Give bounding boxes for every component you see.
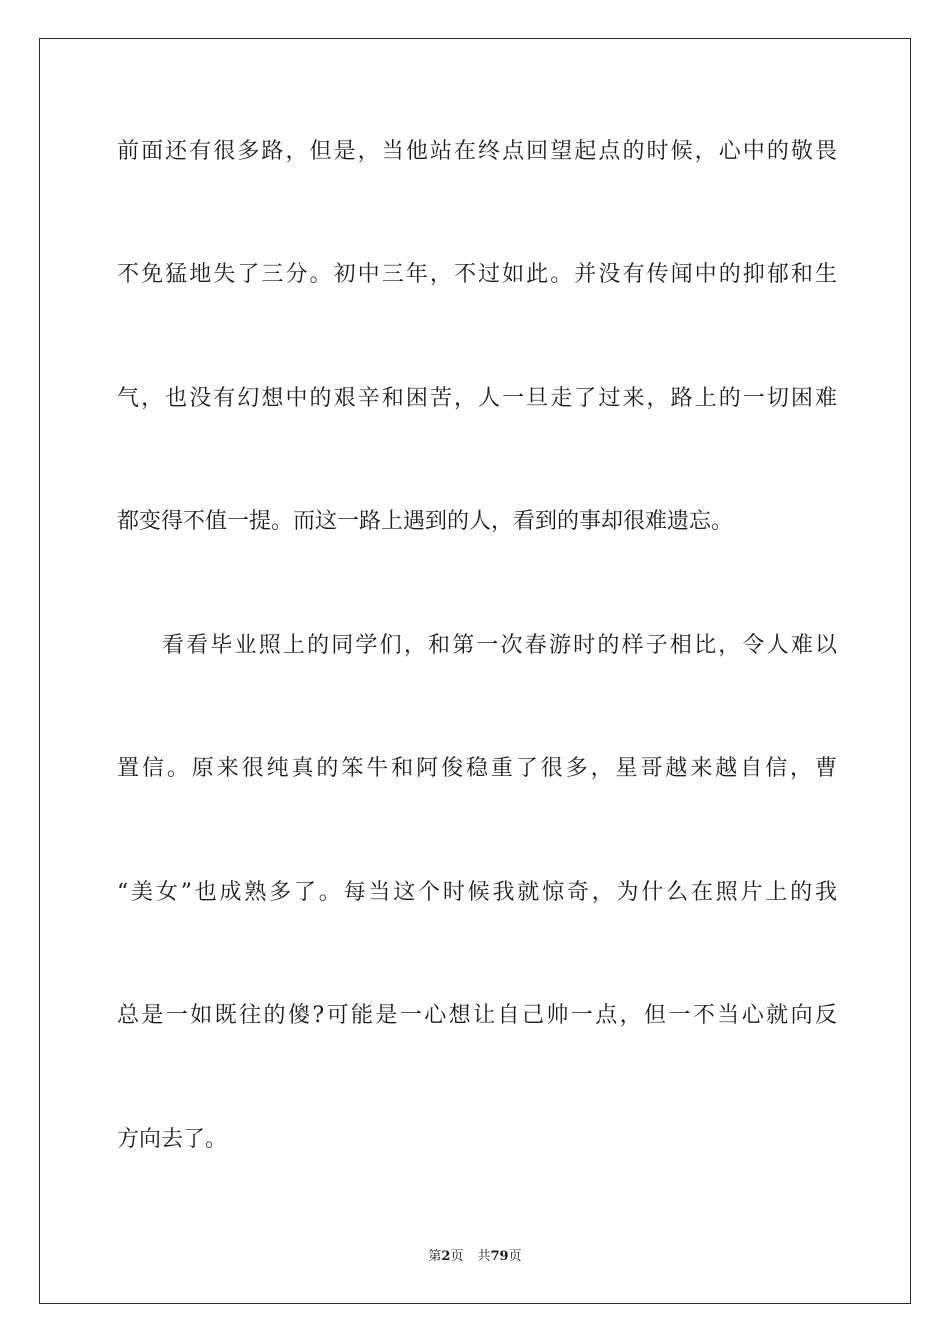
total-pages-number: 79 (490, 1249, 509, 1264)
paragraph-line-2: 不免猛地失了三分。初中三年，不过如此。并没有传闻中的抑郁和生 (117, 262, 837, 287)
paragraph-line-3: 气，也没有幻想中的艰辛和困苦，人一旦走了过来，路上的一切困难 (117, 386, 837, 411)
footer-prefix: 第 (428, 1249, 442, 1264)
paragraph-line-9: 方向去了。 (117, 1127, 228, 1152)
footer-total-suffix: 页 (508, 1249, 522, 1264)
current-page-number: 2 (441, 1249, 451, 1264)
paragraph-line-5: 看看毕业照上的同学们，和第一次春游时的样子相比，令人难以 (162, 633, 837, 658)
paragraph-line-6: 置信。原来很纯真的笨牛和阿俊稳重了很多，星哥越来越自信，曹 (117, 756, 837, 781)
footer-total-prefix: 共 (477, 1249, 491, 1264)
footer-page-word: 页 (450, 1249, 464, 1264)
page-footer (0, 1248, 950, 1266)
paragraph-line-8: 总是一如既往的傻?可能是一心想让自己帅一点，但一不当心就向反 (117, 1003, 837, 1028)
paragraph-line-4: 都变得不值一提。而这一路上遇到的人，看到的事却很难遗忘。 (117, 509, 734, 534)
paragraph-line-1: 前面还有很多路，但是，当他站在终点回望起点的时候，心中的敬畏 (117, 139, 837, 164)
paragraph-line-7: “美女”也成熟多了。每当这个时候我就惊奇，为什么在照片上的我 (117, 880, 837, 905)
page-border (39, 38, 911, 1304)
